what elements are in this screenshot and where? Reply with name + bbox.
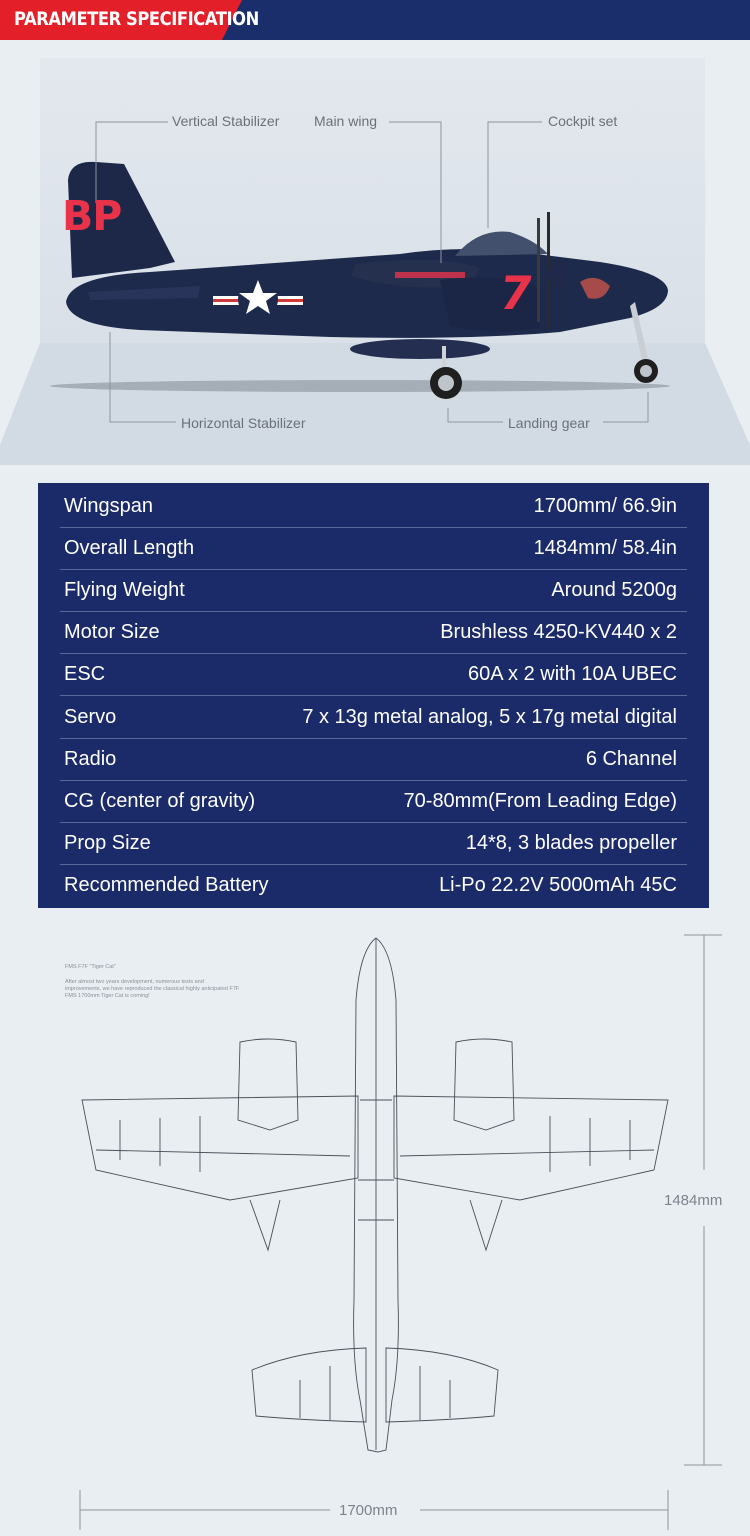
page-header xyxy=(0,0,750,40)
nose-number-marking: 7 xyxy=(495,266,537,320)
spec-row xyxy=(60,570,687,612)
callout-vertical-stabilizer: Vertical Stabilizer xyxy=(172,113,280,129)
spec-value: 1484mm/ 58.4in xyxy=(533,537,677,560)
spec-value: 7 x 13g metal analog, 5 x 17g metal digital xyxy=(302,705,677,728)
spec-label: Flying Weight xyxy=(64,579,185,602)
spec-row xyxy=(60,654,687,696)
spec-label: Motor Size xyxy=(64,621,160,644)
spec-label: Radio xyxy=(64,747,117,770)
spec-value: 70-80mm(From Leading Edge) xyxy=(403,789,677,812)
spec-value: Around 5200g xyxy=(551,579,677,602)
aircraft-photo-section xyxy=(0,40,750,465)
spec-label: Recommended Battery xyxy=(64,874,269,897)
aircraft-side-view xyxy=(0,40,750,465)
blueprint-note-line: improvements, we have reproduced the classical highly anticipated F7F xyxy=(65,986,240,992)
top-view-blueprint xyxy=(0,920,750,1536)
callout-cockpit-set: Cockpit set xyxy=(548,113,618,129)
spec-row xyxy=(60,739,687,781)
blueprint-note-line: After almost two years development, numerous tests and xyxy=(65,979,204,985)
spec-row xyxy=(60,865,687,907)
blueprint-note-line: FMS 1700mm Tiger Cat is coming! xyxy=(65,993,150,999)
spec-value: 14*8, 3 blades propeller xyxy=(465,831,677,854)
spec-row xyxy=(60,823,687,865)
tail-code-marking: BP xyxy=(62,192,122,240)
spec-value: Brushless 4250-KV440 x 2 xyxy=(440,621,677,644)
spec-label: Overall Length xyxy=(64,537,195,560)
section-title: PARAMETER SPECIFICATION xyxy=(14,8,259,30)
callout-main-wing: Main wing xyxy=(314,113,378,129)
spec-value: 60A x 2 with 10A UBEC xyxy=(467,663,677,686)
spec-value: 6 Channel xyxy=(585,747,677,770)
callout-landing-gear: Landing gear xyxy=(508,415,590,431)
specification-table xyxy=(38,483,709,908)
spec-value: 1700mm/ 66.9in xyxy=(533,495,677,518)
length-dimension-label: 1484mm xyxy=(664,1192,723,1209)
spec-row xyxy=(60,486,687,528)
callout-horizontal-stabilizer: Horizontal Stabilizer xyxy=(181,415,306,431)
aircraft-top-view-drawing xyxy=(0,920,750,1536)
spec-row xyxy=(60,612,687,654)
blueprint-note-title: FMS F7F "Tiger Cat" xyxy=(65,964,116,970)
spec-row xyxy=(60,781,687,823)
spec-label: Servo xyxy=(64,705,117,728)
wingspan-dimension-label: 1700mm xyxy=(339,1502,398,1519)
spec-label: ESC xyxy=(64,663,106,686)
spec-label: Prop Size xyxy=(64,831,151,854)
spec-row xyxy=(60,528,687,570)
spec-label: Wingspan xyxy=(64,495,153,518)
spec-row xyxy=(60,696,687,738)
spec-value: Li-Po 22.2V 5000mAh 45C xyxy=(439,874,677,897)
spec-label: CG (center of gravity) xyxy=(64,789,256,812)
